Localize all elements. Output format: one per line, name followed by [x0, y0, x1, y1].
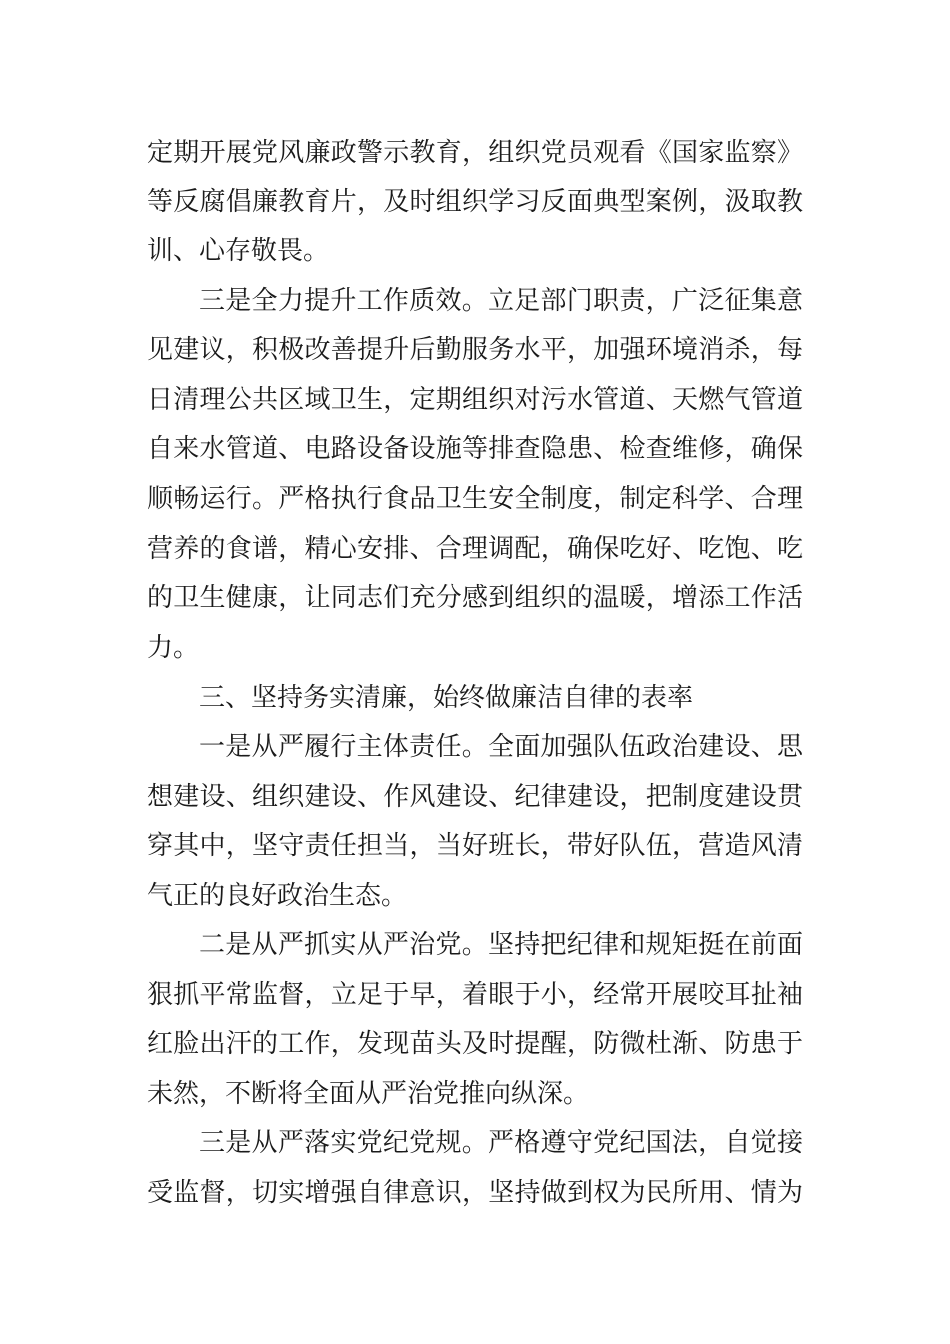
text-line: 力。	[147, 633, 200, 663]
text-line: 自来水管道、电路设备设施等排查隐患、检查维修，确保	[147, 434, 803, 464]
text-line: 见建议，积极改善提升后勤服务水平，加强环境消杀，每	[147, 335, 803, 365]
text-line: 定期开展党风廉政警示教育，组织党员观看《国家监察》	[147, 138, 803, 168]
text-line: 顺畅运行。严格执行食品卫生安全制度，制定科学、合理	[147, 484, 803, 514]
text-line: 狠抓平常监督，立足于早，着眼于小，经常开展咬耳扯袖	[147, 980, 803, 1010]
text-line: 红脸出汗的工作，发现苗头及时提醒，防微杜渐、防患于	[147, 1029, 803, 1059]
text-line: 穿其中，坚守责任担当，当好班长，带好队伍，营造风清	[147, 831, 803, 861]
text-line: 营养的食谱，精心安排、合理调配，确保吃好、吃饱、吃	[147, 534, 803, 564]
text-line: 训、心存敬畏。	[147, 236, 330, 266]
paragraph-first-line: 三是从严落实党纪党规。严格遵守党纪国法，自觉接	[199, 1128, 803, 1158]
section-heading: 三、坚持务实清廉，始终做廉洁自律的表率	[199, 683, 694, 713]
text-line: 等反腐倡廉教育片，及时组织学习反面典型案例，汲取教	[147, 187, 803, 217]
paragraph-first-line: 三是全力提升工作质效。立足部门职责，广泛征集意	[199, 286, 803, 316]
text-line: 的卫生健康，让同志们充分感到组织的温暖，增添工作活	[147, 583, 803, 613]
text-line: 未然，不断将全面从严治党推向纵深。	[147, 1079, 590, 1109]
paragraph-first-line: 二是从严抓实从严治党。坚持把纪律和规矩挺在前面	[199, 930, 803, 960]
text-line: 日清理公共区域卫生，定期组织对污水管道、天燃气管道	[147, 385, 803, 415]
text-line: 想建设、组织建设、作风建设、纪律建设，把制度建设贯	[147, 782, 803, 812]
text-line: 气正的良好政治生态。	[147, 881, 408, 911]
text-line: 受监督，切实增强自律意识，坚持做到权为民所用、情为	[147, 1178, 803, 1208]
paragraph-first-line: 一是从严履行主体责任。全面加强队伍政治建设、思	[199, 732, 803, 762]
